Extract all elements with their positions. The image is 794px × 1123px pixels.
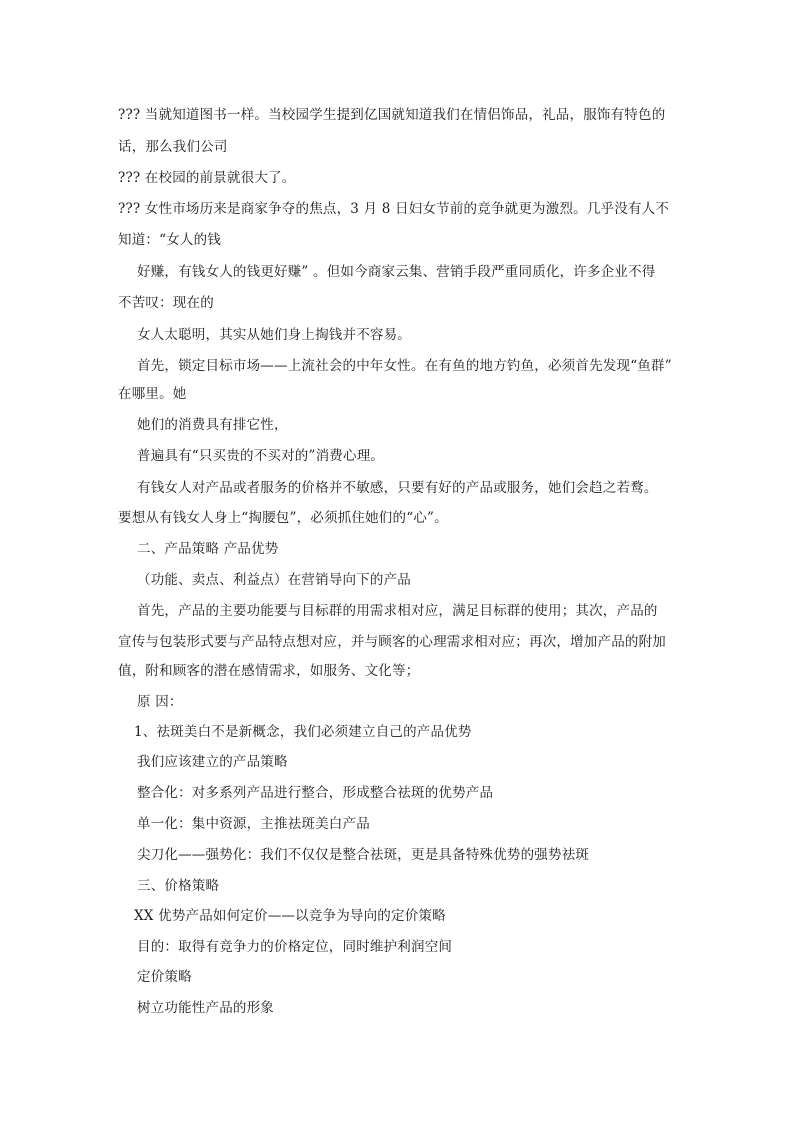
text-line-4: ??? 女性市场历来是商家争夺的焦点，3 月 8 日妇女节前的竞争就更为激烈。几乎没有人不: [118, 201, 670, 217]
text-line-17: 首先，产品的主要功能要与目标群的用需求相对应，满足目标群的使用；其次，产品的: [137, 603, 658, 619]
text-line-10: 在哪里。她: [118, 386, 187, 402]
section-heading-price: 三、价格策略: [137, 878, 220, 894]
text-line-8: 女人太聪明，其实从她们身上掏钱并不容易。: [137, 327, 411, 343]
text-line-9: 首先，锁定目标市场——上流社会的中年女性。在有鱼的地方钓鱼，必须首先发现“鱼群”: [137, 358, 672, 374]
text-line-25: 尖刀化——强势化：我们不仅仅是整合祛斑，更是具备特殊优势的强势祛斑: [137, 847, 590, 863]
text-line-21: 1、祛斑美白不是新概念，我们必须建立自己的产品优势: [134, 724, 472, 740]
text-line-30: 树立功能性产品的形象: [137, 1000, 274, 1016]
text-line-2: 话，那么我们公司: [118, 139, 228, 155]
text-line-13: 有钱女人对产品或者服务的价格并不敏感，只要有好的产品或服务，她们会趋之若鹜。: [137, 480, 658, 496]
text-line-1: ??? 当就知道图书一样。当校园学生提到亿国就知道我们在情侣饰品，礼品，服饰有特色的: [118, 107, 666, 123]
text-line-16: （功能、卖点、利益点）在营销导向下的产品: [137, 572, 411, 588]
text-line-14: 要想从有钱女人身上“掏腰包”，必须抓住她们的“心”。: [118, 510, 448, 526]
text-line-11: 她们的消费具有排它性，: [137, 417, 288, 433]
text-line-20: 原 因：: [137, 694, 183, 710]
text-line-18: 宣传与包装形式要与产品特点想对应，并与顾客的心理需求相对应；再次，增加产品的附加: [118, 634, 666, 650]
text-line-12: 普遍具有“只买贵的不买对的”消费心理。: [137, 448, 385, 464]
text-line-22: 我们应该建立的产品策略: [137, 754, 288, 770]
text-line-6: 好赚，有钱女人的钱更好赚” 。但如今商家云集、营销手段严重同质化，许多企业不得: [137, 264, 656, 280]
text-line-3: ??? 在校园的前景就很大了。: [118, 170, 296, 186]
text-line-29: 定价策略: [137, 969, 192, 985]
text-line-7: 不苦叹：现在的: [118, 295, 214, 311]
text-line-24: 单一化：集中资源，主推祛斑美白产品: [137, 816, 370, 832]
text-line-27: XX 优势产品如何定价——以竞争为导向的定价策略: [134, 908, 446, 924]
text-line-28: 目的：取得有竞争力的价格定位，同时维护利润空间: [137, 939, 453, 955]
section-heading-product: 二、产品策略 产品优势: [137, 541, 279, 557]
text-line-5: 知道：“女人的钱: [118, 232, 222, 248]
text-line-19: 值，附和顾客的潜在感情需求，如服务、文化等；: [118, 663, 420, 679]
text-line-23: 整合化：对多系列产品进行整合，形成整合祛斑的优势产品: [137, 785, 494, 801]
